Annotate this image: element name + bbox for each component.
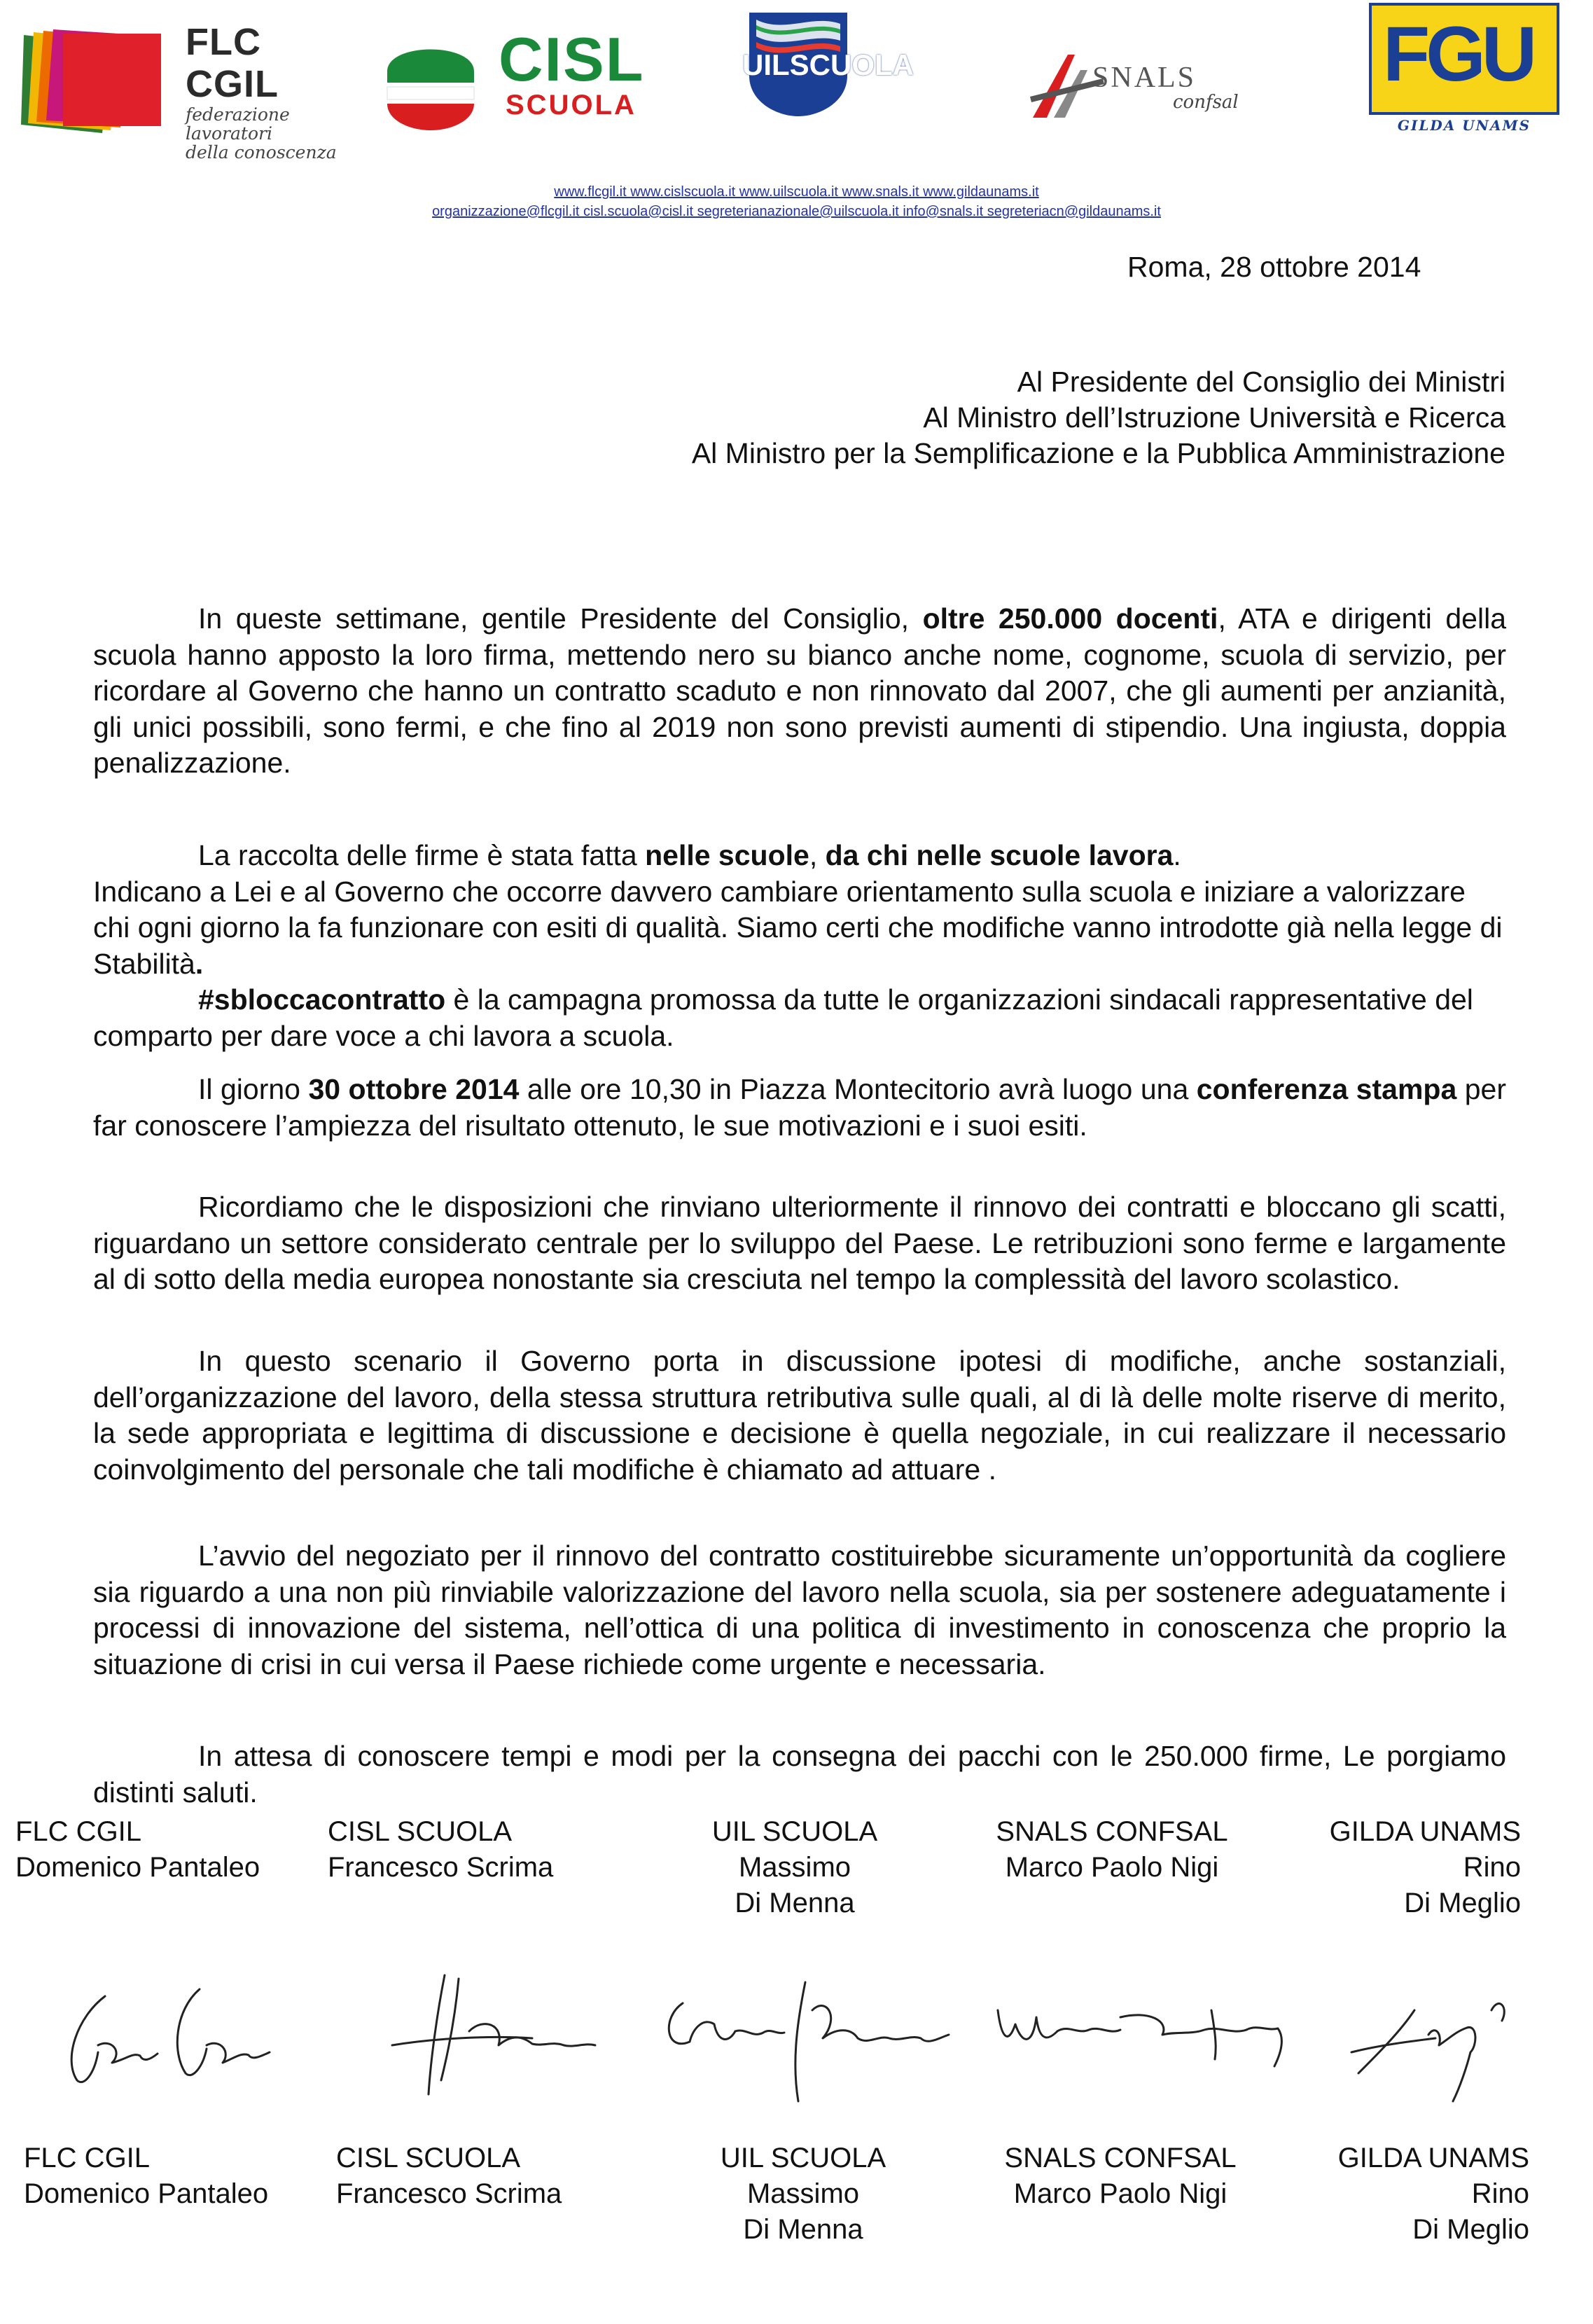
signatory-org: FLC CGIL (24, 2143, 151, 2173)
signatory-gilda-bottom (1249, 2140, 1529, 2248)
signatory-org: GILDA UNAMS (1329, 1816, 1521, 1847)
signatory-snals-top (972, 1814, 1252, 1886)
recipient-line: Al Ministro dell’Istruzione Università e Ricerca (923, 401, 1505, 434)
flc-cgil-sub-3: della conoscenza (186, 142, 337, 162)
snals-logo-sub: confsal (1173, 92, 1239, 113)
signatory-org: UIL SCUOLA (711, 1816, 878, 1847)
paragraph-6 (93, 1538, 1506, 1682)
paragraph-1 (93, 601, 1506, 782)
cisl-logo-sub: SCUOLA (506, 90, 636, 120)
header-websites (0, 184, 1593, 200)
p2-text-i: è la campagna promossa da tutte le organizzazioni sindacali rappresentative del comparto per dare voce a chi lavora a scuola. (93, 983, 1473, 1052)
p2-text-c: , (809, 839, 826, 871)
signatory-name: Francesco Scrima (336, 2178, 562, 2209)
recipient-line: Al Ministro per la Semplificazione e la Pubblica Amministrazione (691, 437, 1505, 469)
signatory-name: Domenico Pantaleo (24, 2178, 269, 2209)
signatory-org: CISL SCUOLA (336, 2143, 521, 2173)
letter-date: Roma, 28 ottobre 2014 (1127, 251, 1421, 283)
signatory-org: SNALS CONFSAL (1004, 2143, 1237, 2173)
signature-scrima (392, 1975, 595, 2094)
p3-text-e: per far conoscere l’ampiezza del risultato ottenuto, le sue motivazioni e i suoi esiti. (93, 1073, 1506, 1142)
signatory-name: Marco Paolo Nigi (1005, 1852, 1219, 1883)
signatory-cisl-top (328, 1814, 608, 1886)
p2-text-a: La raccolta delle firme è stata fatta (198, 839, 646, 871)
signature-di-menna (669, 1982, 949, 2101)
signature-pantaleo (71, 1989, 270, 2082)
header-emails (0, 203, 1593, 220)
signatory-name: Domenico Pantaleo (15, 1852, 260, 1883)
signature-di-meglio (1351, 2004, 1504, 2101)
signatory-flc-top (15, 1814, 295, 1886)
signatory-name-2: Di Menna (743, 2214, 863, 2245)
signatories-top (0, 1814, 1593, 1926)
handwritten-signatures (0, 1968, 1593, 2108)
p6-text: L’avvio del negoziato per il rinnovo del contratto costituirebbe sicuramente un’opportunità da cogliere sia riguardo a una non più rinviabile valorizzazione del lavoro nella scuola, sia per sostenere adeguatamente i processi di innovazione del sistema, nell’ottica di una politica di investimento in conoscenza che proprio la situazione di crisi in cui versa il Paese richiede come urgente e necessaria. (93, 1540, 1506, 1680)
p2-bold-dot: . (195, 947, 204, 980)
signatory-name-2: Di Meglio (1404, 1888, 1521, 1918)
snals-logo-name: SNALS (1092, 62, 1197, 94)
signature-nigi (998, 2010, 1281, 2066)
signatory-org: CISL SCUOLA (328, 1816, 513, 1847)
p2-text-f: Indicano a Lei e al Governo che occorre davvero cambiare orientamento sulla scuola e iniziare a valorizzare chi ogni giorno la fa funzionare con esiti di qualità. Siamo certi che modifiche vanno introdotte già nella legge di Stabilità (93, 875, 1503, 980)
paragraph-4 (93, 1189, 1506, 1298)
signatory-cisl-bottom (336, 2140, 616, 2212)
recipients-block (692, 364, 1505, 471)
paragraph-3 (93, 1072, 1506, 1144)
p2-text-e: . (1173, 839, 1181, 871)
signatories-bottom (0, 2140, 1593, 2253)
paragraph-5 (93, 1343, 1506, 1488)
cisl-logo-name: CISL (499, 25, 645, 94)
signatory-name: Marco Paolo Nigi (1013, 2178, 1227, 2209)
signatory-name-2: Di Menna (735, 1888, 855, 1918)
p7-text: In attesa di conoscere tempi e modi per la consegna dei pacchi con le 250.000 firme, Le porgiamo distinti saluti. (93, 1740, 1506, 1808)
p3-text-a: Il giorno (198, 1073, 309, 1105)
p3-bold-date: 30 ottobre 2014 (308, 1073, 520, 1105)
signatory-org: SNALS CONFSAL (996, 1816, 1228, 1847)
flc-cgil-logo-text (186, 21, 354, 162)
recipient-line: Al Presidente del Consiglio dei Ministri (1017, 366, 1505, 398)
p2-bold-1: nelle scuole (645, 839, 809, 871)
gilda-logo-name: FGU (1383, 11, 1533, 97)
p1-bold: oltre 250.000 docenti (922, 602, 1218, 635)
flc-cgil-name: FLC CGIL (186, 21, 279, 105)
p3-text-c: alle ore 10,30 in Piazza Montecitorio avrà luogo una (519, 1073, 1197, 1105)
flc-cgil-sub-1: federazione (186, 104, 290, 125)
p1-text-a: In queste settimane, gentile Presidente del Consiglio, (198, 602, 923, 635)
flc-cgil-sub-2: lavoratori (186, 123, 272, 144)
signatory-name: Francesco Scrima (328, 1852, 554, 1883)
signatory-gilda-top (1241, 1814, 1521, 1921)
p2-bold-2: da chi nelle scuole lavora (825, 839, 1174, 871)
p5-text: In questo scenario il Governo porta in discussione ipotesi di modifiche, anche sostanziali, dell’organizzazione del lavoro, della stessa struttura retributiva sulle quali, al di là delle molte riserve di merito, la sede appropriata e legittima di discussione e decisione è quella negoziale, in cui realizzare il necessario coinvolgimento del personale che tali modifiche è chiamato ad attuare . (93, 1345, 1506, 1486)
signatory-uil-top (655, 1814, 935, 1921)
p3-bold-conf: conferenza stampa (1196, 1073, 1457, 1105)
signatory-name: Massimo (746, 2178, 860, 2209)
websites-link[interactable]: www.flcgil.it www.cislscuola.it www.uilscuola.it www.snals.it www.gildaunams.it (554, 184, 1039, 200)
paragraph-7 (93, 1738, 1506, 1811)
signatory-name: Massimo (738, 1852, 851, 1883)
signatory-snals-bottom (980, 2140, 1260, 2212)
signatory-name-2: Di Meglio (1412, 2214, 1529, 2245)
signatory-org: FLC CGIL (15, 1816, 142, 1847)
uil-logo-name: UILSCUOLA (742, 48, 914, 81)
signatory-org: GILDA UNAMS (1337, 2143, 1529, 2173)
flc-cgil-logo-mark (21, 28, 168, 133)
hashtag: #sbloccacontratto (198, 983, 446, 1016)
p4-text: Ricordiamo che le disposizioni che rinviano ulteriormente il rinnovo dei contratti e bloccano gli scatti, riguardano un settore considerato centrale per lo sviluppo del Paese. Le retribuzioni sono ferme e largamente al di sotto della media europea nonostante sia cresciuta nel tempo la complessità del lavoro scolastico. (93, 1191, 1506, 1295)
p1-text-c: , ATA e dirigenti della scuola hanno apposto la loro firma, mettendo nero su bianco anche nome, cognome, scuola di servizio, per ricordare al Governo che hanno un contratto scaduto e non rinnovato dal 2007, che gli aumenti per anzianità, gli unici possibili, sono fermi, e che fino al 2019 non sono previsti aumenti di stipendio. Una ingiusta, doppia penalizzazione. (93, 602, 1506, 779)
signatory-org: UIL SCUOLA (720, 2143, 886, 2173)
cisl-scuola-logo-mark (382, 28, 480, 133)
signatory-uil-bottom (663, 2140, 943, 2248)
signatory-name: Rino (1463, 1852, 1521, 1883)
signatory-flc-bottom (24, 2140, 304, 2212)
gilda-logo-sub: GILDA UNAMS (1397, 117, 1531, 134)
emails-link[interactable]: organizzazione@flcgil.it cisl.scuola@cisl.it segreterianazionale@uilscuola.it info@snals.it segreteriacn@gildaunams.it (432, 204, 1161, 219)
paragraph-2 (93, 838, 1506, 1054)
signatory-name: Rino (1471, 2178, 1529, 2209)
